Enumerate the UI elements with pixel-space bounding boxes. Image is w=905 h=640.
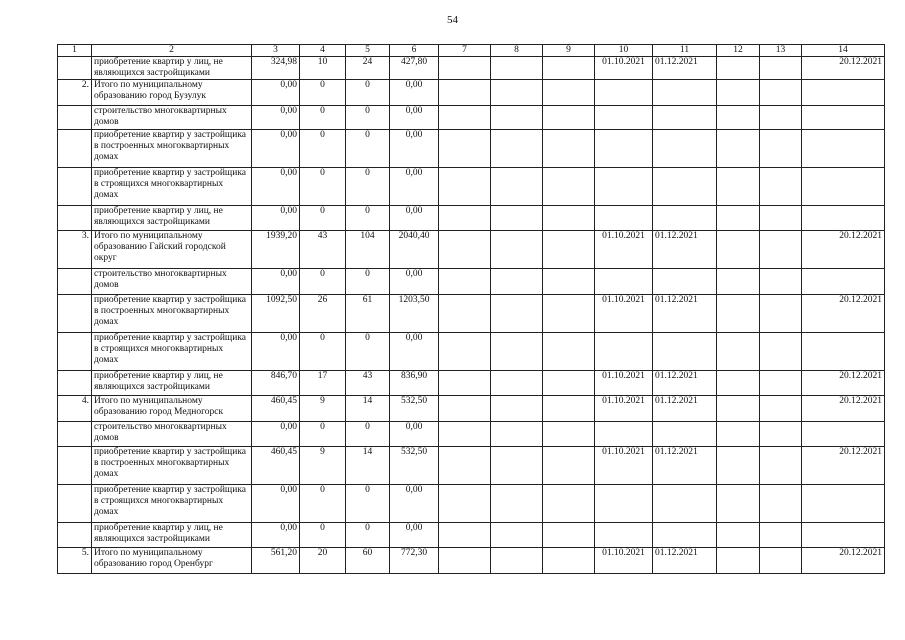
- table-cell-c2: приобретение квартир у лиц, не являющихся застройщиками: [92, 371, 252, 396]
- table-cell-c11: [653, 168, 717, 206]
- table-cell-c13: [760, 396, 802, 422]
- table-cell-c1: [58, 333, 92, 371]
- table-cell-c2: приобретение квартир у застройщика в построенных многоквартирных домах: [92, 130, 252, 168]
- table-cell-c13: [760, 447, 802, 485]
- table-cell-c11: 01.12.2021: [653, 295, 717, 333]
- table-cell-c11: 01.12.2021: [653, 231, 717, 269]
- table-cell-c11: [653, 422, 717, 447]
- table-cell-c2: строительство многоквартирных домов: [92, 106, 252, 130]
- table-cell-c10: [595, 168, 653, 206]
- table-cell-c9: [543, 206, 595, 231]
- table-cell-c9: [543, 333, 595, 371]
- table-cell-c9: [543, 57, 595, 80]
- table-cell-c4: 26: [300, 295, 346, 333]
- table-cell-c14: [802, 523, 885, 548]
- table-cell-c7: [439, 485, 491, 523]
- table-cell-c3: 561,20: [252, 548, 300, 574]
- table-cell-c3: 1939,20: [252, 231, 300, 269]
- table-cell-c7: [439, 396, 491, 422]
- table-cell-c9: [543, 80, 595, 106]
- table-cell-c12: [717, 106, 760, 130]
- table-cell-c4: 43: [300, 231, 346, 269]
- table-cell-c9: [543, 447, 595, 485]
- table-cell-c14: [802, 333, 885, 371]
- table-cell-c9: [543, 548, 595, 574]
- table-cell-c6: 0,00: [390, 168, 439, 206]
- table-cell-c11: [653, 130, 717, 168]
- table-cell-c3: 0,00: [252, 106, 300, 130]
- table-cell-c10: 01.10.2021: [595, 295, 653, 333]
- table-cell-c3: 0,00: [252, 206, 300, 231]
- table-cell-c14: [802, 206, 885, 231]
- column-header-8: 8: [491, 45, 543, 57]
- table-cell-c2: Итого по муниципальному образованию Гайский городской округ: [92, 231, 252, 269]
- table-cell-c5: 0: [346, 269, 390, 295]
- table-cell-c13: [760, 106, 802, 130]
- table-cell-c6: 2040,40: [390, 231, 439, 269]
- column-header-1: 1: [58, 45, 92, 57]
- table-cell-c3: 1092,50: [252, 295, 300, 333]
- table-cell-c1: 4.: [58, 396, 92, 422]
- column-header-6: 6: [390, 45, 439, 57]
- table-cell-c12: [717, 57, 760, 80]
- table-cell-c4: 17: [300, 371, 346, 396]
- table-row: [58, 130, 885, 168]
- table-cell-c8: [491, 295, 543, 333]
- table-cell-c9: [543, 523, 595, 548]
- table-cell-c6: 427,80: [390, 57, 439, 80]
- table-cell-c5: 0: [346, 80, 390, 106]
- table-cell-c10: [595, 485, 653, 523]
- table-cell-c9: [543, 130, 595, 168]
- table-cell-c5: 43: [346, 371, 390, 396]
- table-cell-c12: [717, 485, 760, 523]
- table-cell-c13: [760, 269, 802, 295]
- table-row: [58, 295, 885, 333]
- table-cell-c11: 01.12.2021: [653, 548, 717, 574]
- table-cell-c3: 846,70: [252, 371, 300, 396]
- table-cell-c3: 0,00: [252, 130, 300, 168]
- table-cell-c14: [802, 80, 885, 106]
- table-cell-c2: Итого по муниципальному образованию город Бузулук: [92, 80, 252, 106]
- table-cell-c8: [491, 206, 543, 231]
- table-cell-c10: [595, 422, 653, 447]
- table-cell-c7: [439, 269, 491, 295]
- table-cell-c11: 01.12.2021: [653, 57, 717, 80]
- table-cell-c13: [760, 548, 802, 574]
- table-cell-c1: [58, 269, 92, 295]
- table-cell-c13: [760, 523, 802, 548]
- table-cell-c10: [595, 206, 653, 231]
- table-cell-c2: строительство многоквартирных домов: [92, 269, 252, 295]
- table-cell-c10: 01.10.2021: [595, 231, 653, 269]
- table-cell-c9: [543, 371, 595, 396]
- table-cell-c6: 772,30: [390, 548, 439, 574]
- table-cell-c2: приобретение квартир у лиц, не являющихся застройщиками: [92, 523, 252, 548]
- table-cell-c1: 3.: [58, 231, 92, 269]
- header-row: [58, 45, 885, 57]
- table-cell-c2: строительство многоквартирных домов: [92, 422, 252, 447]
- table-cell-c11: [653, 333, 717, 371]
- table-cell-c6: 0,00: [390, 80, 439, 106]
- table-cell-c7: [439, 333, 491, 371]
- table-cell-c8: [491, 57, 543, 80]
- table-cell-c5: 0: [346, 422, 390, 447]
- table-cell-c5: 0: [346, 485, 390, 523]
- table-cell-c4: 0: [300, 130, 346, 168]
- table-cell-c3: 0,00: [252, 485, 300, 523]
- table-cell-c8: [491, 130, 543, 168]
- table-cell-c6: 532,50: [390, 396, 439, 422]
- column-header-4: 4: [300, 45, 346, 57]
- table-cell-c12: [717, 80, 760, 106]
- column-header-5: 5: [346, 45, 390, 57]
- table-cell-c5: 0: [346, 333, 390, 371]
- table-cell-c5: 0: [346, 130, 390, 168]
- table-cell-c13: [760, 295, 802, 333]
- table-cell-c13: [760, 206, 802, 231]
- table-cell-c1: [58, 57, 92, 80]
- table-cell-c12: [717, 333, 760, 371]
- table-cell-c8: [491, 447, 543, 485]
- table-cell-c3: 460,45: [252, 396, 300, 422]
- table-cell-c8: [491, 231, 543, 269]
- table-cell-c7: [439, 371, 491, 396]
- table-row: [58, 106, 885, 130]
- table-row: [58, 168, 885, 206]
- table-cell-c8: [491, 106, 543, 130]
- table-cell-c3: 324,98: [252, 57, 300, 80]
- table-cell-c5: 60: [346, 548, 390, 574]
- table-cell-c6: 836,90: [390, 371, 439, 396]
- table-cell-c6: 0,00: [390, 206, 439, 231]
- table-cell-c8: [491, 485, 543, 523]
- table-cell-c6: 0,00: [390, 106, 439, 130]
- table-cell-c14: 20.12.2021: [802, 548, 885, 574]
- table-cell-c4: 9: [300, 396, 346, 422]
- column-header-2: 2: [92, 45, 252, 57]
- table-cell-c14: 20.12.2021: [802, 295, 885, 333]
- table-cell-c2: приобретение квартир у застройщика в строящихся многоквартирных домах: [92, 333, 252, 371]
- table-cell-c7: [439, 206, 491, 231]
- table-cell-c7: [439, 57, 491, 80]
- table-cell-c4: 0: [300, 333, 346, 371]
- table-cell-c13: [760, 485, 802, 523]
- table-cell-c3: 460,45: [252, 447, 300, 485]
- table-cell-c5: 24: [346, 57, 390, 80]
- table-cell-c3: 0,00: [252, 333, 300, 371]
- table-cell-c8: [491, 548, 543, 574]
- table-cell-c9: [543, 295, 595, 333]
- table-cell-c10: 01.10.2021: [595, 447, 653, 485]
- table-cell-c4: 0: [300, 168, 346, 206]
- table-row: [58, 548, 885, 574]
- table-cell-c10: [595, 523, 653, 548]
- table-cell-c7: [439, 80, 491, 106]
- table-cell-c8: [491, 333, 543, 371]
- table-row: [58, 206, 885, 231]
- table-cell-c6: 0,00: [390, 130, 439, 168]
- table-cell-c1: 2.: [58, 80, 92, 106]
- table-cell-c9: [543, 231, 595, 269]
- table-cell-c12: [717, 447, 760, 485]
- table-cell-c12: [717, 396, 760, 422]
- table-row: [58, 447, 885, 485]
- table-cell-c2: приобретение квартир у лиц, не являющихся застройщиками: [92, 57, 252, 80]
- table-cell-c11: 01.12.2021: [653, 371, 717, 396]
- table-cell-c1: [58, 106, 92, 130]
- column-header-13: 13: [760, 45, 802, 57]
- table-cell-c10: [595, 80, 653, 106]
- table-cell-c7: [439, 447, 491, 485]
- table-cell-c9: [543, 269, 595, 295]
- table-row: [58, 57, 885, 80]
- table-cell-c7: [439, 231, 491, 269]
- table-cell-c9: [543, 106, 595, 130]
- table-cell-c5: 0: [346, 206, 390, 231]
- table-cell-c13: [760, 371, 802, 396]
- table-row: [58, 333, 885, 371]
- table-cell-c7: [439, 106, 491, 130]
- table-cell-c2: Итого по муниципальному образованию город Оренбург: [92, 548, 252, 574]
- table-cell-c11: [653, 485, 717, 523]
- table-cell-c12: [717, 371, 760, 396]
- data-table: [57, 44, 885, 574]
- table-cell-c3: 0,00: [252, 269, 300, 295]
- table-row: [58, 269, 885, 295]
- table-cell-c11: 01.12.2021: [653, 396, 717, 422]
- table-cell-c1: [58, 422, 92, 447]
- table-cell-c13: [760, 333, 802, 371]
- table-cell-c4: 0: [300, 485, 346, 523]
- table-cell-c4: 0: [300, 106, 346, 130]
- table-cell-c1: [58, 523, 92, 548]
- table-cell-c2: приобретение квартир у застройщика в строящихся многоквартирных домах: [92, 168, 252, 206]
- table-cell-c9: [543, 396, 595, 422]
- table-cell-c7: [439, 295, 491, 333]
- table-cell-c6: 532,50: [390, 447, 439, 485]
- table-cell-c6: 0,00: [390, 269, 439, 295]
- table-cell-c11: [653, 269, 717, 295]
- table-cell-c14: 20.12.2021: [802, 447, 885, 485]
- table-cell-c8: [491, 269, 543, 295]
- table-cell-c13: [760, 168, 802, 206]
- table-row: [58, 523, 885, 548]
- table-cell-c12: [717, 231, 760, 269]
- table-cell-c14: [802, 168, 885, 206]
- table-cell-c3: 0,00: [252, 80, 300, 106]
- table-cell-c14: 20.12.2021: [802, 231, 885, 269]
- page-number: 54: [447, 14, 458, 26]
- table-cell-c7: [439, 548, 491, 574]
- table-cell-c14: 20.12.2021: [802, 371, 885, 396]
- table-cell-c14: [802, 485, 885, 523]
- table-cell-c1: [58, 485, 92, 523]
- table-cell-c14: [802, 422, 885, 447]
- table-cell-c3: 0,00: [252, 422, 300, 447]
- table-cell-c12: [717, 206, 760, 231]
- table-cell-c2: приобретение квартир у застройщика в строящихся многоквартирных домах: [92, 485, 252, 523]
- table-cell-c10: 01.10.2021: [595, 57, 653, 80]
- table-cell-c2: приобретение квартир у застройщика в построенных многоквартирных домах: [92, 295, 252, 333]
- table-cell-c11: [653, 106, 717, 130]
- table-cell-c10: [595, 130, 653, 168]
- table-cell-c6: 0,00: [390, 523, 439, 548]
- table-row: [58, 422, 885, 447]
- table-cell-c2: приобретение квартир у застройщика в построенных многоквартирных домах: [92, 447, 252, 485]
- table-cell-c12: [717, 269, 760, 295]
- table-cell-c11: [653, 523, 717, 548]
- column-header-7: 7: [439, 45, 491, 57]
- table-cell-c5: 14: [346, 447, 390, 485]
- table-cell-c7: [439, 130, 491, 168]
- table-cell-c14: 20.12.2021: [802, 396, 885, 422]
- table-cell-c12: [717, 548, 760, 574]
- table-cell-c6: 0,00: [390, 422, 439, 447]
- table-cell-c10: 01.10.2021: [595, 371, 653, 396]
- table-cell-c4: 0: [300, 206, 346, 231]
- table-cell-c13: [760, 57, 802, 80]
- table-row: [58, 371, 885, 396]
- table-cell-c9: [543, 168, 595, 206]
- table-cell-c1: [58, 371, 92, 396]
- table-cell-c5: 0: [346, 106, 390, 130]
- table-cell-c8: [491, 80, 543, 106]
- column-header-10: 10: [595, 45, 653, 57]
- table-cell-c8: [491, 371, 543, 396]
- column-header-14: 14: [802, 45, 885, 57]
- table-cell-c1: [58, 130, 92, 168]
- column-header-11: 11: [653, 45, 717, 57]
- table-cell-c5: 14: [346, 396, 390, 422]
- table-cell-c3: 0,00: [252, 168, 300, 206]
- column-header-9: 9: [543, 45, 595, 57]
- table-cell-c1: [58, 206, 92, 231]
- table-cell-c4: 0: [300, 269, 346, 295]
- table-cell-c1: [58, 447, 92, 485]
- table-cell-c4: 0: [300, 80, 346, 106]
- table-cell-c4: 20: [300, 548, 346, 574]
- table-cell-c7: [439, 523, 491, 548]
- table-cell-c8: [491, 396, 543, 422]
- table-cell-c12: [717, 523, 760, 548]
- table-cell-c9: [543, 485, 595, 523]
- table-cell-c4: 0: [300, 422, 346, 447]
- table-cell-c13: [760, 231, 802, 269]
- table-cell-c10: 01.10.2021: [595, 548, 653, 574]
- table-cell-c2: Итого по муниципальному образованию город Медногорск: [92, 396, 252, 422]
- table-row: [58, 231, 885, 269]
- table-cell-c6: 0,00: [390, 333, 439, 371]
- table-cell-c11: 01.12.2021: [653, 447, 717, 485]
- table-cell-c1: [58, 168, 92, 206]
- table-cell-c14: [802, 130, 885, 168]
- column-header-3: 3: [252, 45, 300, 57]
- table-cell-c14: 20.12.2021: [802, 57, 885, 80]
- table-cell-c12: [717, 168, 760, 206]
- table-cell-c7: [439, 422, 491, 447]
- table-cell-c14: [802, 106, 885, 130]
- table-cell-c9: [543, 422, 595, 447]
- table-cell-c4: 0: [300, 523, 346, 548]
- table-cell-c14: [802, 269, 885, 295]
- table-row: [58, 80, 885, 106]
- table-cell-c8: [491, 168, 543, 206]
- table-cell-c13: [760, 130, 802, 168]
- table-cell-c4: 9: [300, 447, 346, 485]
- table-cell-c6: 1203,50: [390, 295, 439, 333]
- table-cell-c2: приобретение квартир у лиц, не являющихся застройщиками: [92, 206, 252, 231]
- table-cell-c5: 104: [346, 231, 390, 269]
- table-cell-c11: [653, 206, 717, 231]
- table-cell-c5: 61: [346, 295, 390, 333]
- column-header-12: 12: [717, 45, 760, 57]
- table-cell-c11: [653, 80, 717, 106]
- table-cell-c8: [491, 523, 543, 548]
- table-cell-c10: [595, 106, 653, 130]
- table-cell-c12: [717, 422, 760, 447]
- table-cell-c13: [760, 80, 802, 106]
- table-cell-c8: [491, 422, 543, 447]
- table-cell-c10: [595, 333, 653, 371]
- table-cell-c7: [439, 168, 491, 206]
- table-cell-c5: 0: [346, 523, 390, 548]
- table-cell-c10: [595, 269, 653, 295]
- table-cell-c1: [58, 295, 92, 333]
- table-cell-c6: 0,00: [390, 485, 439, 523]
- table-cell-c5: 0: [346, 168, 390, 206]
- table-cell-c12: [717, 130, 760, 168]
- table-cell-c12: [717, 295, 760, 333]
- table-cell-c1: 5.: [58, 548, 92, 574]
- table-row: [58, 396, 885, 422]
- table-cell-c13: [760, 422, 802, 447]
- table-cell-c3: 0,00: [252, 523, 300, 548]
- table-row: [58, 485, 885, 523]
- table-cell-c10: 01.10.2021: [595, 396, 653, 422]
- table-cell-c4: 10: [300, 57, 346, 80]
